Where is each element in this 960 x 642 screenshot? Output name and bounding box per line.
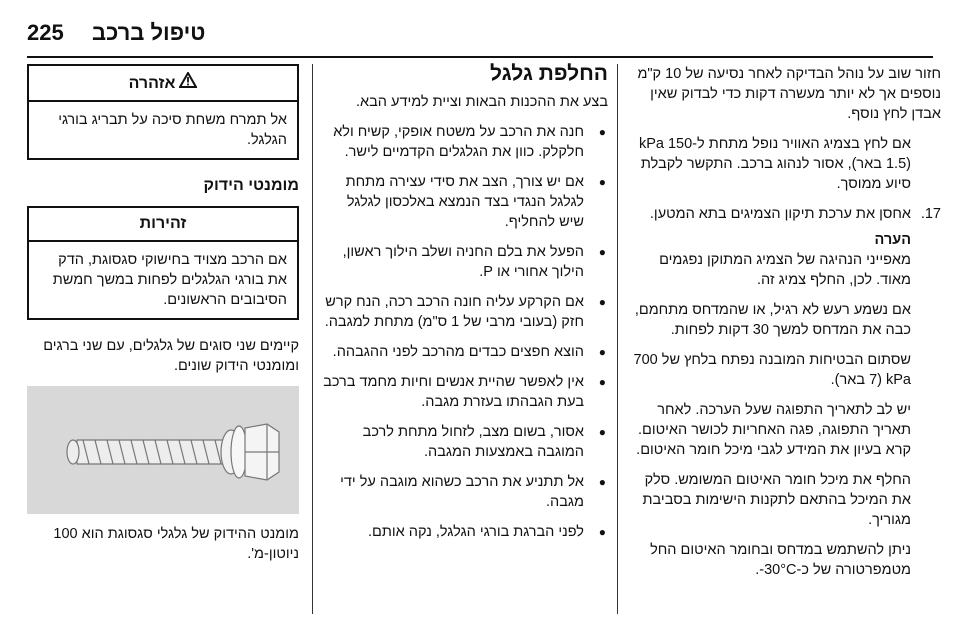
note-paragraph: החלף את מיכל חומר האיטום המשומש. סלק את המיכל בהתאם לתקנות הישימות בסביבת מגוריך. (642, 472, 911, 528)
warning-header (29, 66, 297, 102)
bullet-item: ● הפעל את בלם החניה ושלב הילוך ראשון, הילוך אחורי או P. (318, 242, 608, 282)
page-header (0, 20, 960, 52)
bullet-list (318, 122, 608, 542)
note-paragraph: מאפייני הנהיגה של הצמיג המתוקן נפגמים מאוד. לכן, החלף צמיג זה. (659, 252, 911, 288)
middle-column (318, 64, 608, 552)
wheel-bolt-image (27, 386, 299, 514)
caution-heading: זהירות (29, 208, 297, 242)
step-text: אחסן את ערכת תיקון הצמיגים בתא המטען. (649, 206, 911, 222)
right-column (623, 64, 941, 590)
paragraph: מומנט ההידוק של גלגלי סגסוגת הוא 100 ניוטון-מ'. (53, 526, 299, 562)
warning-triangle-icon (179, 72, 197, 94)
paragraph: חזור שוב על נוהל הבדיקה לאחר נסיעה של 10 ק"מ נוספים אך לא יותר מעשרה דקות כדי לבדוק שאין אבדן לחץ נוסף. (637, 66, 941, 122)
bullet-item: ● אם הקרקע עליה חונה הרכב רכה, הנח קרש חזק (בעובי מרבי של 1 ס"מ) מתחת למגבה. (318, 292, 608, 332)
note-heading: הערה (874, 232, 911, 248)
note-paragraph: יש לב לתאריך התפוגה שעל הערכה. לאחר תאריך התפוגה, פגה האחריות לכושר האיטום. קרא בעיון את המידע לגבי מיכל חומר האיטום. (636, 402, 911, 458)
page-title: טיפול ברכב (92, 20, 206, 45)
caution-body: אם הרכב מצויד בחישוקי סגסוגת, הדק את בורגי הגלגלים לפחות במשך חמשת הסיבובים הראשונים. (52, 252, 287, 308)
header-rule (27, 56, 933, 58)
left-column (27, 64, 299, 574)
note-paragraph: ניתן להשתמש במדחס ובחומר האיטום החל מטמפרטורה של כ-30°C-. (650, 542, 911, 578)
bullet-item: ● לפני הברגת בורגי הגלגל, נקה אותם. (318, 522, 608, 542)
step-item (623, 204, 941, 224)
note-paragraph: שסתום הבטיחות המובנה נפתח בלחץ של 700 kPa (7 באר). (633, 352, 911, 388)
bullet-item: ● אסור, בשום מצב, לזחול מתחת לרכב המוגבה באמצעות המגבה. (318, 422, 608, 462)
warning-body: אל תמרח משחת סיכה על תבריג בורגי הגלגל. (58, 112, 287, 148)
page-number: 225 (27, 20, 64, 45)
bullet-item: ● אם יש צורך, הצב את סידי עצירה מתחת לגלגל הנגדי בצד הנמצא באלכסון לגלגל שיש להחליף. (318, 172, 608, 232)
step-number: 17. (920, 206, 941, 222)
paragraph: אם לחץ בצמיג האוויר נופל מתחת ל-150 kPa (1.5 באר), אסור לנהוג ברכב. התקשר לקבלת סיוע ממוסך. (638, 136, 911, 192)
column-divider (312, 64, 313, 614)
note-body (623, 250, 941, 580)
bullet-item: ● אין לאפשר שהיית אנשים וחיות מחמד ברכב בעת הגבהתו בעזרת מגבה. (318, 372, 608, 412)
bullet-item: ● הוצא חפצים כבדים מהרכב לפני ההגבהה. (318, 342, 608, 362)
intro-text: בצע את ההכנות הבאות וציית למידע הבא. (355, 94, 608, 110)
paragraph: קיימים שני סוגים של גלגלים, עם שני ברגים ומומנטי הידוק שונים. (43, 338, 299, 374)
section-title: מומנטי הידוק (203, 177, 299, 194)
bullet-item: ● אל תתניע את הרכב כשהוא מוגבה על ידי מגבה. (318, 472, 608, 512)
note-paragraph: אם נשמע רעש לא רגיל, או שהמדחס מתחמם, כבה את המדחס למשך 30 דקות לפחות. (634, 302, 911, 338)
column-divider (617, 64, 618, 614)
step-list (623, 204, 941, 224)
section-title: החלפת גלגל (490, 62, 608, 85)
warning-heading: אזהרה (128, 75, 176, 92)
warning-box (27, 64, 299, 160)
bullet-item: ● חנה את הרכב על משטח אופקי, קשיח ולא חלקלק. כוון את הגלגלים הקדמיים לישר. (318, 122, 608, 162)
caution-box (27, 206, 299, 320)
